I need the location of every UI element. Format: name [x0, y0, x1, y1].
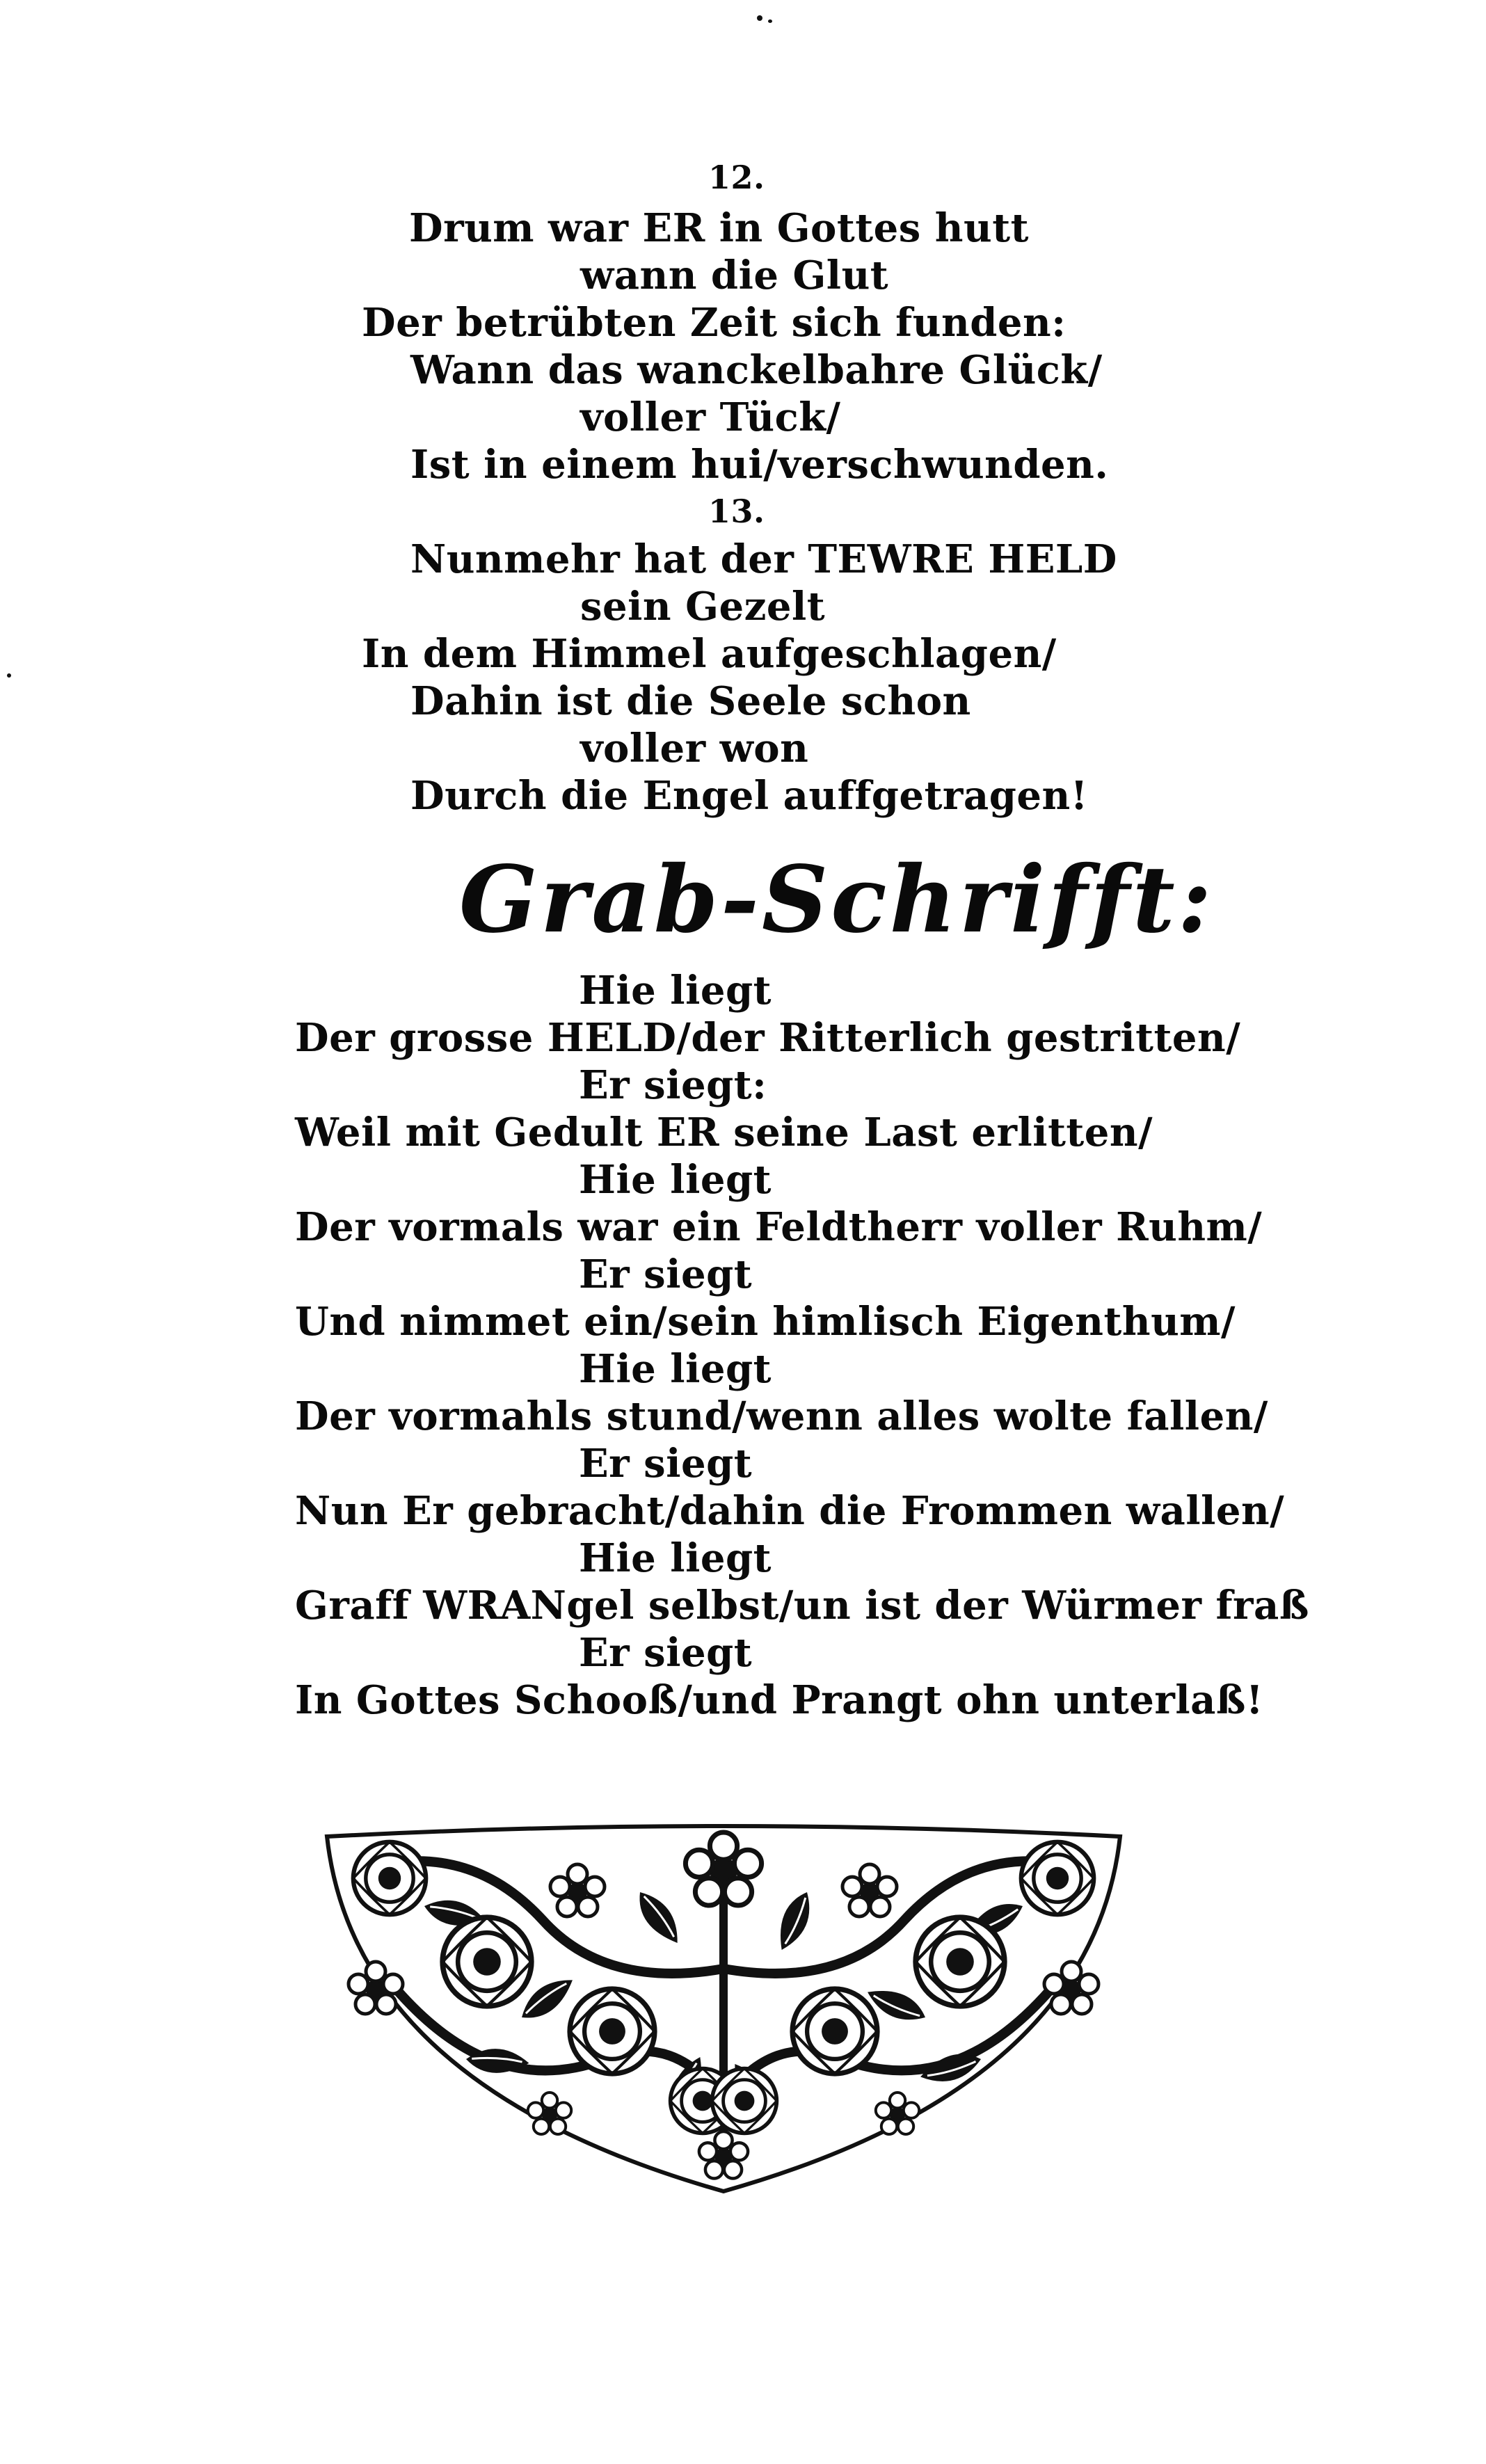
ink-speck [768, 19, 772, 23]
floral-tailpiece-icon [313, 1809, 1134, 2198]
verse-line: sein Gezelt [580, 584, 826, 630]
epitaph-line: Der vormahls stund/wenn alles wolte fallen/ [295, 1393, 1268, 1439]
stanza-number: 12. [708, 159, 765, 196]
epitaph-line: Hie liegt [579, 1535, 772, 1581]
ink-speck [757, 15, 762, 21]
verse-line: Drum war ER in Gottes hutt [409, 205, 1029, 251]
verse-line: Durch die Engel auffgetragen! [410, 773, 1088, 819]
epitaph-line: Hie liegt [579, 1157, 772, 1203]
verse-line: voller Tück/ [580, 394, 841, 440]
epitaph-line: Er siegt [579, 1630, 753, 1676]
epitaph-line: Er siegt [579, 1251, 753, 1297]
epitaph-line: Nun Er gebracht/dahin die Frommen wallen/ [295, 1488, 1285, 1534]
epitaph-line: Der vormals war ein Feldtherr voller Ruhm/ [295, 1204, 1263, 1250]
epitaph-line: Hie liegt [579, 968, 772, 1014]
epitaph-line: Graff WRANgel selbst/un ist der Würmer fraß [295, 1583, 1309, 1629]
epitaph-line: Hie liegt [579, 1346, 772, 1392]
epitaph-line: Weil mit Gedult ER seine Last erlitten/ [295, 1110, 1153, 1155]
epitaph-line: Er siegt: [579, 1062, 767, 1108]
epitaph-line: Er siegt [579, 1441, 753, 1487]
stanza-number: 13. [708, 493, 765, 530]
epitaph-line: Der grosse HELD/der Ritterlich gestritten/ [295, 1015, 1241, 1061]
verse-line: voller won [580, 726, 809, 771]
epitaph-title: Grab-Schrifft: [459, 846, 1215, 954]
verse-line: Nunmehr hat der TEWRE HELD [410, 536, 1117, 582]
verse-line: Ist in einem hui/verschwunden. [410, 442, 1109, 488]
ink-speck [7, 673, 11, 678]
epitaph-line: Und nimmet ein/sein himlisch Eigenthum/ [295, 1299, 1236, 1345]
verse-line: In dem Himmel aufgeschlagen/ [362, 631, 1057, 677]
verse-line: wann die Glut [580, 253, 889, 298]
epitaph-line: In Gottes Schooß/und Prangt ohn unterlaß! [295, 1677, 1264, 1723]
verse-line: Dahin ist die Seele schon [410, 678, 971, 724]
verse-line: Der betrübten Zeit sich funden: [362, 300, 1066, 346]
verse-line: Wann das wanckelbahre Glück/ [410, 347, 1103, 393]
